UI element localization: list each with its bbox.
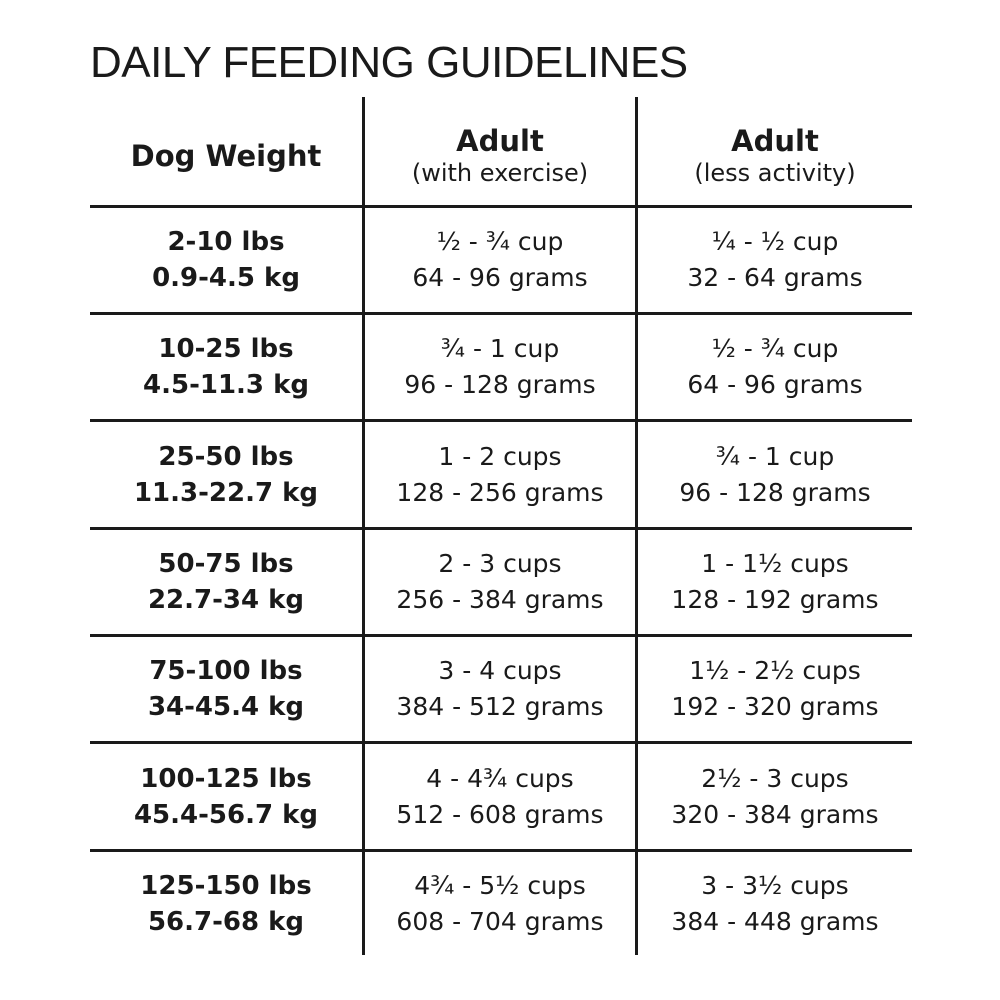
page-title: DAILY FEEDING GUIDELINES xyxy=(90,38,688,87)
weight-lbs: 2-10 lbs xyxy=(167,227,285,257)
weight-cell xyxy=(90,852,362,956)
weight-lbs: 100-125 lbs xyxy=(140,764,312,794)
less-activity-cell xyxy=(638,208,912,312)
header-adult-less-activity xyxy=(638,108,912,204)
exercise-cups: 4 - 4¾ cups xyxy=(426,764,574,793)
table-row xyxy=(90,745,912,849)
header-sublabel: (with exercise) xyxy=(411,159,589,187)
exercise-cups: 1 - 2 cups xyxy=(438,442,562,471)
less-cups: ¼ - ½ cup xyxy=(711,227,839,256)
table-row xyxy=(90,423,912,527)
with-exercise-cell xyxy=(365,423,635,527)
less-cups: ¾ - 1 cup xyxy=(715,442,835,471)
exercise-cups: 3 - 4 cups xyxy=(438,656,562,685)
exercise-grams: 512 - 608 grams xyxy=(396,800,604,829)
header-label: Adult xyxy=(456,124,544,158)
weight-cell xyxy=(90,423,362,527)
table-row xyxy=(90,852,912,956)
exercise-cups: ¾ - 1 cup xyxy=(440,334,560,363)
weight-kg: 22.7-34 kg xyxy=(147,585,305,615)
weight-cell xyxy=(90,637,362,741)
weight-lbs: 10-25 lbs xyxy=(158,334,294,364)
weight-kg: 45.4-56.7 kg xyxy=(133,800,319,830)
table-row xyxy=(90,530,912,634)
with-exercise-cell xyxy=(365,637,635,741)
weight-lbs: 75-100 lbs xyxy=(149,656,303,686)
weight-cell xyxy=(90,315,362,419)
less-grams: 384 - 448 grams xyxy=(671,907,879,936)
exercise-grams: 128 - 256 grams xyxy=(396,478,604,507)
weight-lbs: 25-50 lbs xyxy=(158,442,294,472)
with-exercise-cell xyxy=(365,852,635,956)
header-dog-weight xyxy=(90,108,362,204)
table-row xyxy=(90,208,912,312)
less-grams: 128 - 192 grams xyxy=(671,585,879,614)
weight-lbs: 50-75 lbs xyxy=(158,549,294,579)
exercise-cups: ½ - ¾ cup xyxy=(436,227,564,256)
weight-cell xyxy=(90,745,362,849)
less-grams: 96 - 128 grams xyxy=(679,478,871,507)
weight-lbs: 125-150 lbs xyxy=(140,871,312,901)
less-grams: 320 - 384 grams xyxy=(671,800,879,829)
weight-cell xyxy=(90,530,362,634)
less-activity-cell xyxy=(638,852,912,956)
table-row xyxy=(90,315,912,419)
with-exercise-cell xyxy=(365,745,635,849)
less-cups: 1 - 1½ cups xyxy=(701,549,849,578)
exercise-grams: 256 - 384 grams xyxy=(396,585,604,614)
less-activity-cell xyxy=(638,745,912,849)
row-divider xyxy=(90,741,912,744)
less-cups: ½ - ¾ cup xyxy=(711,334,839,363)
header-label: Dog Weight xyxy=(130,139,322,173)
less-grams: 64 - 96 grams xyxy=(687,370,863,399)
less-activity-cell xyxy=(638,530,912,634)
less-grams: 192 - 320 grams xyxy=(671,692,879,721)
header-adult-with-exercise xyxy=(365,108,635,204)
weight-kg: 34-45.4 kg xyxy=(147,692,305,722)
less-activity-cell xyxy=(638,637,912,741)
weight-kg: 0.9-4.5 kg xyxy=(152,263,300,293)
header-label: Adult xyxy=(731,124,819,158)
weight-kg: 56.7-68 kg xyxy=(147,907,305,937)
row-divider xyxy=(90,419,912,422)
exercise-grams: 384 - 512 grams xyxy=(396,692,604,721)
exercise-grams: 64 - 96 grams xyxy=(412,263,588,292)
weight-cell xyxy=(90,208,362,312)
less-activity-cell xyxy=(638,315,912,419)
less-activity-cell xyxy=(638,423,912,527)
less-cups: 2½ - 3 cups xyxy=(701,764,849,793)
exercise-cups: 2 - 3 cups xyxy=(438,549,562,578)
less-grams: 32 - 64 grams xyxy=(687,263,863,292)
table-row xyxy=(90,637,912,741)
header-sublabel: (less activity) xyxy=(694,159,856,187)
with-exercise-cell xyxy=(365,530,635,634)
with-exercise-cell xyxy=(365,208,635,312)
with-exercise-cell xyxy=(365,315,635,419)
exercise-grams: 96 - 128 grams xyxy=(404,370,596,399)
less-cups: 1½ - 2½ cups xyxy=(689,656,861,685)
exercise-cups: 4¾ - 5½ cups xyxy=(414,871,586,900)
less-cups: 3 - 3½ cups xyxy=(701,871,849,900)
exercise-grams: 608 - 704 grams xyxy=(396,907,604,936)
weight-kg: 11.3-22.7 kg xyxy=(133,478,319,508)
weight-kg: 4.5-11.3 kg xyxy=(143,370,309,400)
